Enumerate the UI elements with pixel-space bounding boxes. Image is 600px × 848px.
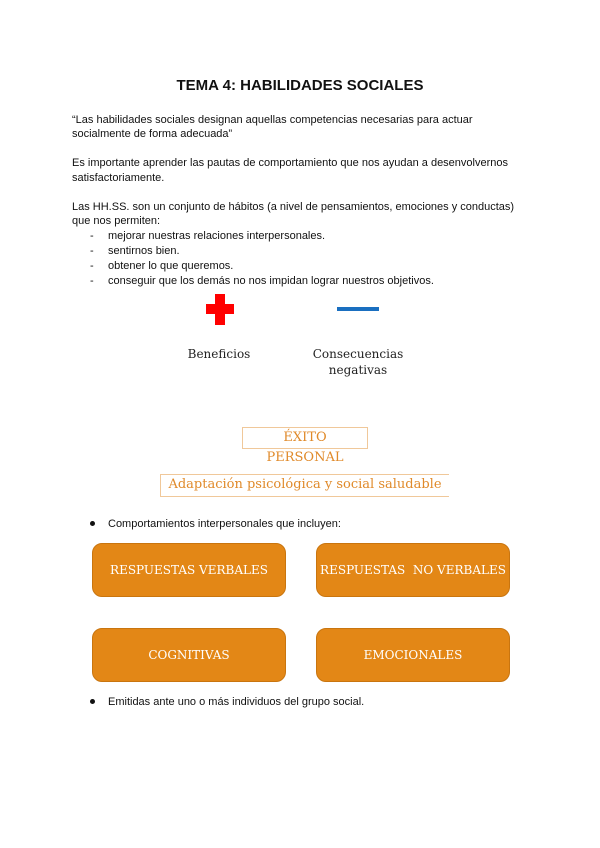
list-dash: - bbox=[90, 275, 94, 287]
list-dash: - bbox=[90, 260, 94, 272]
list-item: obtener lo que queremos. bbox=[108, 260, 234, 272]
list-item: sentirnos bien. bbox=[108, 245, 180, 257]
quote-line-1: “Las habilidades sociales designan aquellas competencias necesarias para actuar bbox=[72, 114, 473, 126]
bullet-text: Comportamientos interpersonales que incluyen: bbox=[108, 518, 341, 530]
card-cognitivas: COGNITIVAS bbox=[92, 628, 286, 682]
importance-line-2: satisfactoriamente. bbox=[72, 172, 165, 184]
list-dash: - bbox=[90, 245, 94, 257]
plus-icon bbox=[206, 294, 234, 325]
card-respuestas-no-verbales: RESPUESTAS NO VERBALES bbox=[316, 543, 510, 597]
bullet-text: Emitidas ante uno o más individuos del grupo social. bbox=[108, 696, 365, 708]
consequences-label-2: negativas bbox=[328, 363, 388, 377]
adaptacion-box: Adaptación psicológica y social saludable bbox=[160, 474, 449, 497]
page-title: TEMA 4: HABILIDADES SOCIALES bbox=[176, 77, 424, 94]
quote-line-2: socialmente de forma adecuada” bbox=[72, 128, 233, 140]
exito-personal-box: ÉXITO PERSONAL bbox=[242, 427, 368, 449]
card-emocionales: EMOCIONALES bbox=[316, 628, 510, 682]
importance-line-1: Es importante aprender las pautas de comportamiento que nos ayudan a desenvolvernos bbox=[72, 157, 508, 169]
list-item: mejorar nuestras relaciones interpersonales. bbox=[108, 230, 326, 242]
bullet-icon bbox=[90, 521, 95, 526]
card-respuestas-verbales: RESPUESTAS VERBALES bbox=[92, 543, 286, 597]
list-dash: - bbox=[90, 230, 94, 242]
definition-line-1: Las HH.SS. son un conjunto de hábitos (a nivel de pensamientos, emociones y conductas) bbox=[72, 201, 515, 213]
definition-line-2: que nos permiten: bbox=[72, 215, 161, 227]
list-item: conseguir que los demás no nos impidan lograr nuestros objetivos. bbox=[108, 275, 434, 287]
bullet-icon bbox=[90, 699, 95, 704]
consequences-label-1: Consecuencias bbox=[312, 347, 404, 361]
benefits-label: Beneficios bbox=[187, 347, 251, 361]
minus-icon bbox=[337, 307, 379, 311]
